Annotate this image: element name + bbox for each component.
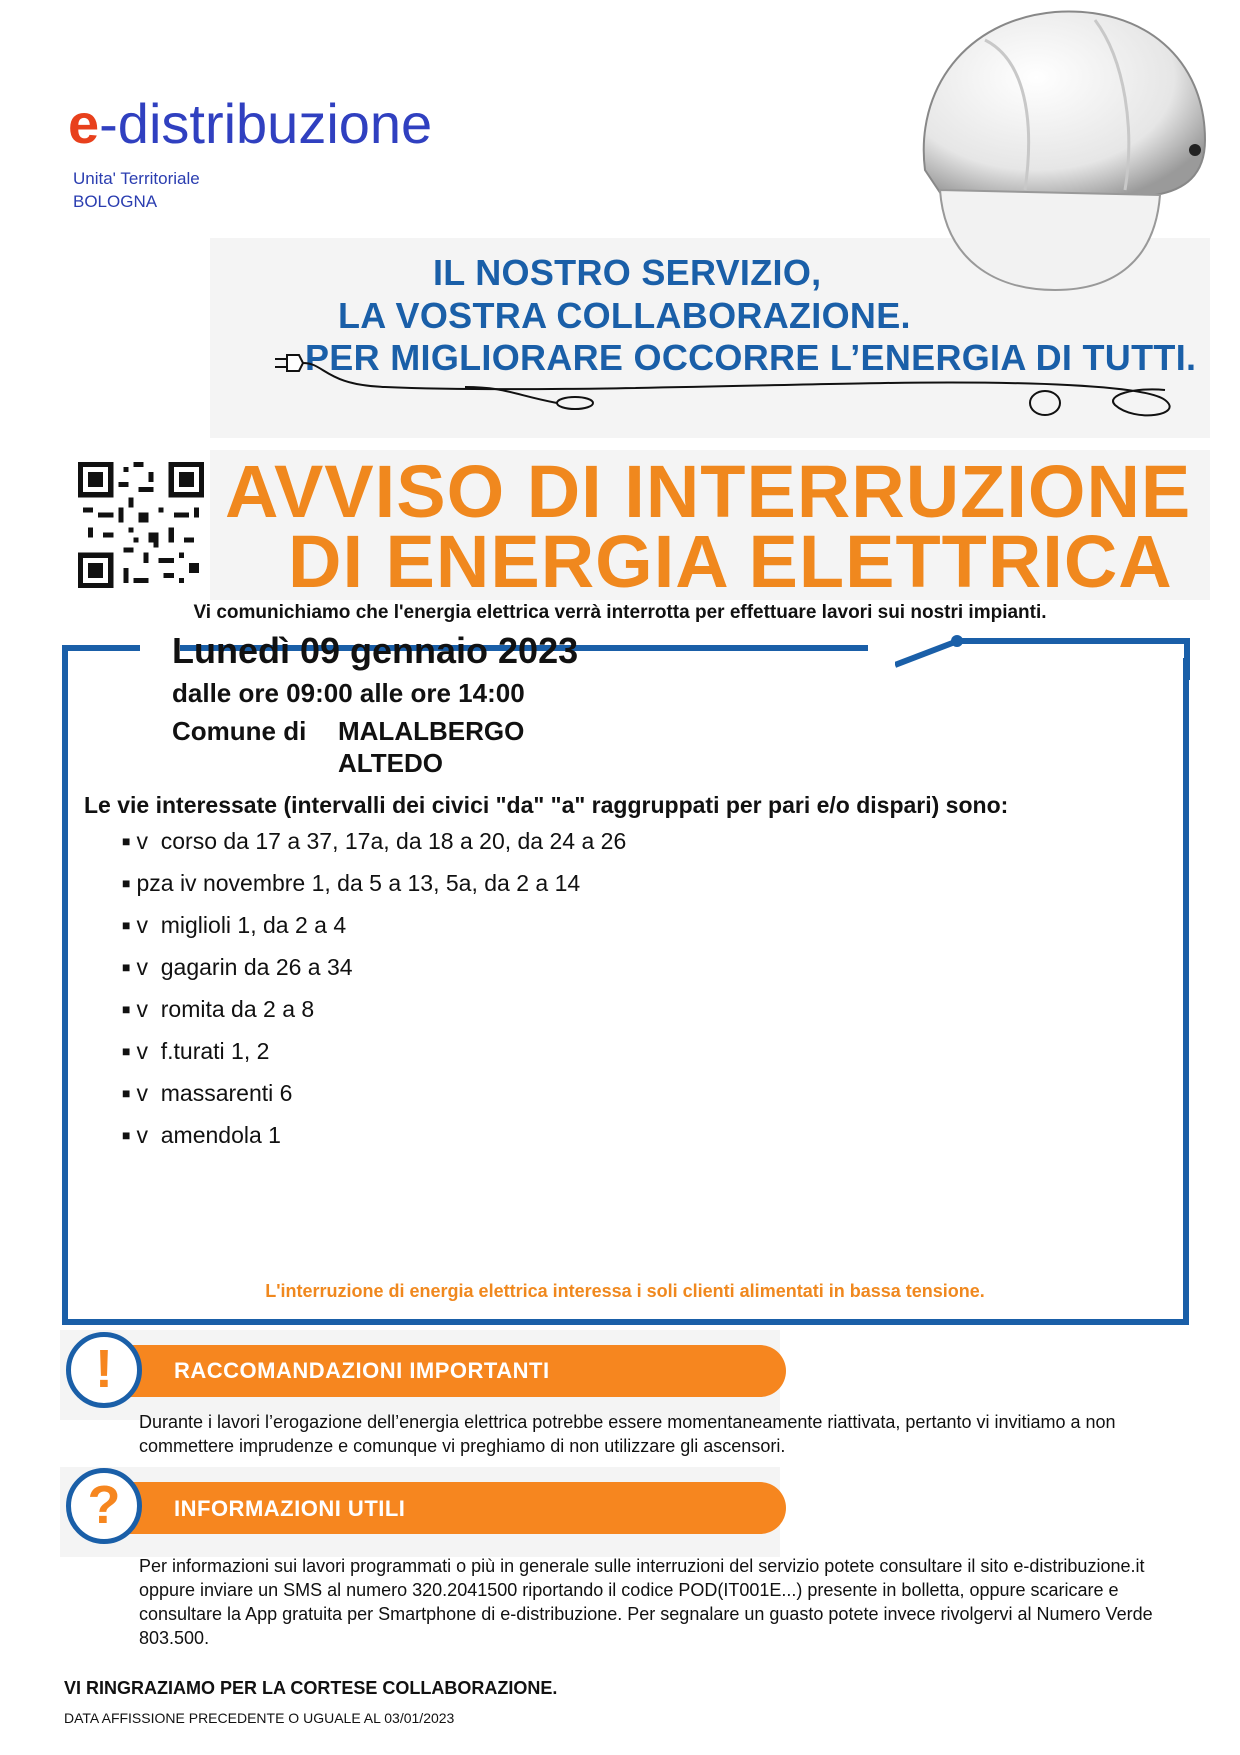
e-distribuzione-logo [68, 92, 433, 155]
logo-text: -distribuzione [99, 92, 433, 155]
frazione-name: ALTEDO [338, 748, 443, 778]
raccomandazioni-title: RACCOMANDAZIONI IMPORTANTI [174, 1358, 550, 1383]
list-item: ■ pza iv novembre 1, da 5 a 13, 5a, da 2 a 14 [122, 870, 581, 896]
unit-label: Unita' Territoriale [73, 169, 200, 188]
interruption-hours: dalle ore 09:00 alle ore 14:00 [172, 678, 525, 708]
bullet-icon: ■ [122, 1085, 131, 1101]
safety-helmet-image [905, 0, 1225, 300]
bullet-icon: ■ [122, 1001, 131, 1017]
logo-e: e [68, 92, 100, 155]
informazioni-title: INFORMAZIONI UTILI [174, 1496, 406, 1521]
territorial-unit [73, 167, 200, 213]
bassa-tensione-note: L'interruzione di energia elettrica interessa i soli clienti alimentati in bassa tensione. [265, 1281, 985, 1301]
interruption-date: Lunedì 09 gennaio 2023 [172, 630, 579, 671]
question-mark-icon: ? [66, 1468, 142, 1544]
list-item: ■ v miglioli 1, da 2 a 4 [122, 912, 347, 938]
slogan-line-3: PER MIGLIORARE OCCORRE L’ENERGIA DI TUTTI. [305, 337, 1197, 378]
list-item: ■ v corso da 17 a 37, 17a, da 18 a 20, da 24 a 26 [122, 828, 627, 854]
list-item: ■ v f.turati 1, 2 [122, 1038, 270, 1064]
comune-name: MALALBERGO [338, 716, 525, 746]
bullet-icon: ■ [122, 1127, 131, 1143]
plug-cable-icon [265, 345, 1215, 435]
list-item: ■ v romita da 2 a 8 [122, 996, 315, 1022]
list-item: ■ v gagarin da 26 a 34 [122, 954, 353, 980]
slogan-line-1: IL NOSTRO SERVIZIO, [433, 252, 822, 293]
thanks-text: VI RINGRAZIAMO PER LA CORTESE COLLABORAZIONE. [64, 1678, 558, 1698]
intro-text: Vi comunichiamo che l'energia elettrica verrà interrotta per effettuare lavori sui nostri impianti. [193, 602, 1047, 623]
affissione-date: DATA AFFISSIONE PRECEDENTE O UGUALE AL 03/01/2023 [64, 1710, 455, 1726]
bullet-icon: ■ [122, 875, 131, 891]
exclamation-icon: ! [66, 1332, 142, 1408]
streets-list [122, 826, 626, 1162]
list-item: ■ v amendola 1 [122, 1122, 281, 1148]
informazioni-text: Per informazioni sui lavori programmati o più in generale sulle interruzioni del servizio potete consultare il sito e-distribuzione.it oppure inviare un SMS al numero 320.2041500 riportando il codice POD(IT001E...) presente in bolletta, oppure scaricare e consultare la App gratuita per Smartphone di e-distribuzione. Per segnalare un guasto potete invece rivolgervi al Numero Verde 803.500. [139, 1556, 1153, 1648]
comune-label: Comune di [172, 716, 307, 746]
frame-hook-decoration [895, 630, 1195, 680]
unit-city: BOLOGNA [73, 192, 158, 211]
bullet-icon: ■ [122, 917, 131, 933]
bullet-icon: ■ [122, 959, 131, 975]
headline-line-1: AVVISO DI INTERRUZIONE [225, 450, 1192, 533]
streets-heading: Le vie interessate (intervalli dei civici "da" "a" raggruppati per pari e/o dispari) sono: [84, 792, 1009, 818]
qr-code [78, 462, 204, 588]
headline-line-2: DI ENERGIA ELETTRICA [288, 520, 1173, 603]
raccomandazioni-text: Durante i lavori l’erogazione dell’energia elettrica potrebbe essere momentaneamente riattivata, pertanto vi invitiamo a non commettere imprudenze e comunque vi preghiamo di non utilizzare gli ascensori. [139, 1412, 1116, 1456]
list-item: ■ v massarenti 6 [122, 1080, 293, 1106]
slogan-line-2: LA VOSTRA COLLABORAZIONE. [338, 295, 911, 336]
bullet-icon: ■ [122, 833, 131, 849]
bullet-icon: ■ [122, 1043, 131, 1059]
